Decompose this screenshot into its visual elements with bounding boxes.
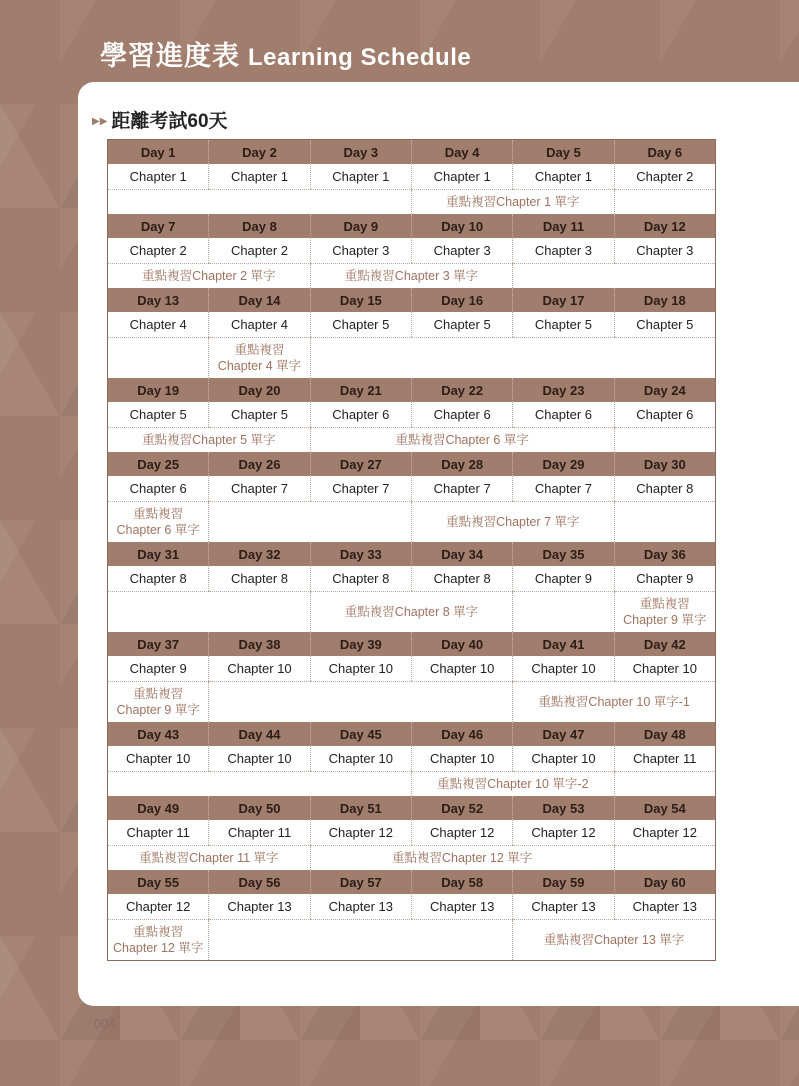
review-cell (108, 502, 209, 543)
day-label: Day 44 (209, 722, 310, 746)
chapter-cell: Chapter 11 (209, 820, 310, 846)
day-label: Day 36 (614, 542, 715, 566)
chapter-cell: Chapter 9 (614, 566, 715, 592)
chapter-cell: Chapter 13 (209, 894, 310, 920)
day-label: Day 53 (513, 796, 614, 820)
day-label: Day 2 (209, 140, 310, 165)
day-label: Day 29 (513, 452, 614, 476)
day-label: Day 4 (411, 140, 512, 165)
review-cell (108, 772, 412, 797)
review-cell: 重點複習Chapter 11 單字 (139, 851, 279, 865)
chapter-cell: Chapter 5 (513, 312, 614, 338)
day-label: Day 52 (411, 796, 512, 820)
day-label: Day 16 (411, 288, 512, 312)
chapter-cell: Chapter 9 (108, 656, 209, 682)
chapter-cell: Chapter 8 (614, 476, 715, 502)
day-header-row (108, 796, 716, 820)
day-label: Day 35 (513, 542, 614, 566)
day-label: Day 10 (411, 214, 512, 238)
chapter-row (108, 656, 716, 682)
review-line: 重點複習 (234, 343, 285, 357)
day-label: Day 32 (209, 542, 310, 566)
chapter-cell: Chapter 6 (108, 476, 209, 502)
chapter-row (108, 312, 716, 338)
review-row (108, 502, 716, 543)
day-label: Day 51 (310, 796, 411, 820)
review-cell (614, 502, 715, 543)
chapter-row (108, 402, 716, 428)
chapter-row (108, 238, 716, 264)
review-cell (310, 338, 715, 379)
review-cell: 重點複習Chapter 3 單字 (310, 264, 513, 289)
chapter-cell: Chapter 8 (108, 566, 209, 592)
chapter-cell: Chapter 13 (411, 894, 512, 920)
review-cell: 重點複習Chapter 6 單字 (310, 428, 614, 453)
chapter-cell: Chapter 1 (209, 164, 310, 190)
chapter-cell: Chapter 10 (310, 656, 411, 682)
day-label: Day 41 (513, 632, 614, 656)
day-label: Day 30 (614, 452, 715, 476)
chapter-row (108, 476, 716, 502)
review-row (108, 190, 716, 215)
day-label: Day 39 (310, 632, 411, 656)
chapter-cell: Chapter 7 (310, 476, 411, 502)
chapter-row (108, 164, 716, 190)
chapter-cell: Chapter 10 (411, 656, 512, 682)
chapter-cell: Chapter 8 (411, 566, 512, 592)
day-label: Day 12 (614, 214, 715, 238)
day-label: Day 31 (108, 542, 209, 566)
day-header-row (108, 632, 716, 656)
day-label: Day 58 (411, 870, 512, 894)
day-label: Day 25 (108, 452, 209, 476)
review-cell: 重點複習Chapter 10 單字-1 (513, 682, 716, 723)
chapter-cell: Chapter 6 (310, 402, 411, 428)
day-label: Day 23 (513, 378, 614, 402)
chapter-cell: Chapter 7 (209, 476, 310, 502)
review-line: Chapter 4 單字 (217, 359, 302, 373)
chapter-cell: Chapter 4 (108, 312, 209, 338)
section-title-text: 距離考試60天 (111, 111, 228, 132)
review-line: 重點複習 (133, 925, 184, 939)
chapter-cell: Chapter 3 (310, 238, 411, 264)
review-line: Chapter 9 單字 (623, 613, 707, 627)
day-label: Day 26 (209, 452, 310, 476)
review-cell: 重點複習Chapter 12 單字 (310, 846, 614, 871)
day-label: Day 57 (310, 870, 411, 894)
chapter-cell: Chapter 12 (513, 820, 614, 846)
review-cell (209, 502, 412, 543)
day-header-row (108, 722, 716, 746)
review-cell (209, 920, 513, 961)
review-row (108, 772, 716, 797)
chapter-cell: Chapter 10 (310, 746, 411, 772)
page-number: 004 (94, 1016, 116, 1031)
day-label: Day 9 (310, 214, 411, 238)
review-row (108, 682, 716, 723)
review-cell: 重點複習Chapter 10 單字-2 (411, 772, 614, 797)
review-cell (614, 846, 715, 871)
chapter-cell: Chapter 3 (411, 238, 512, 264)
day-label: Day 46 (411, 722, 512, 746)
chapter-cell: Chapter 8 (310, 566, 411, 592)
chapter-cell: Chapter 13 (614, 894, 715, 920)
chapter-cell: Chapter 6 (411, 402, 512, 428)
chapter-row (108, 820, 716, 846)
chapter-cell: Chapter 2 (614, 164, 715, 190)
chapter-row (108, 746, 716, 772)
day-header-row (108, 870, 716, 894)
page-title-en: Learning Schedule (248, 44, 472, 71)
day-label: Day 22 (411, 378, 512, 402)
review-cell (513, 592, 614, 633)
day-label: Day 17 (513, 288, 614, 312)
day-label: Day 33 (310, 542, 411, 566)
day-label: Day 13 (108, 288, 209, 312)
day-header-row (108, 214, 716, 238)
day-label: Day 18 (614, 288, 715, 312)
day-header-row (108, 542, 716, 566)
review-line: 重點複習 (133, 687, 184, 701)
day-label: Day 1 (108, 140, 209, 165)
review-cell (108, 338, 209, 379)
day-label: Day 8 (209, 214, 310, 238)
day-label: Day 43 (108, 722, 209, 746)
chapter-cell: Chapter 5 (411, 312, 512, 338)
chapter-cell: Chapter 10 (411, 746, 512, 772)
day-label: Day 40 (411, 632, 512, 656)
day-label: Day 5 (513, 140, 614, 165)
day-label: Day 3 (310, 140, 411, 165)
review-cell (209, 682, 513, 723)
review-row (108, 264, 716, 289)
chapter-cell: Chapter 1 (411, 164, 512, 190)
review-row (108, 338, 716, 379)
day-header-row (108, 140, 716, 165)
review-line: Chapter 12 單字 (113, 941, 204, 955)
day-header-row (108, 378, 716, 402)
chapter-cell: Chapter 10 (108, 746, 209, 772)
chapter-cell: Chapter 10 (209, 746, 310, 772)
day-label: Day 50 (209, 796, 310, 820)
day-label: Day 28 (411, 452, 512, 476)
day-label: Day 24 (614, 378, 715, 402)
day-label: Day 14 (209, 288, 310, 312)
chapter-cell: Chapter 7 (513, 476, 614, 502)
review-cell (108, 920, 209, 961)
review-cell (513, 264, 716, 289)
day-label: Day 47 (513, 722, 614, 746)
chapter-row (108, 566, 716, 592)
review-cell (108, 682, 209, 723)
review-row (108, 592, 716, 633)
day-label: Day 56 (209, 870, 310, 894)
chapter-cell: Chapter 10 (209, 656, 310, 682)
day-label: Day 19 (108, 378, 209, 402)
chapter-cell: Chapter 10 (614, 656, 715, 682)
chapter-cell: Chapter 5 (209, 402, 310, 428)
chapter-cell: Chapter 4 (209, 312, 310, 338)
chapter-cell: Chapter 1 (513, 164, 614, 190)
day-label: Day 20 (209, 378, 310, 402)
day-label: Day 42 (614, 632, 715, 656)
day-header-row (108, 452, 716, 476)
day-label: Day 27 (310, 452, 411, 476)
chapter-cell: Chapter 11 (108, 820, 209, 846)
chapter-cell: Chapter 6 (614, 402, 715, 428)
review-cell (614, 428, 715, 453)
day-label: Day 55 (108, 870, 209, 894)
chapter-cell: Chapter 13 (513, 894, 614, 920)
chapter-cell: Chapter 8 (209, 566, 310, 592)
review-cell (108, 190, 412, 215)
chapter-row (108, 894, 716, 920)
review-row (108, 428, 716, 453)
review-cell: 重點複習Chapter 7 單字 (411, 502, 614, 543)
chapter-cell: Chapter 12 (411, 820, 512, 846)
chapter-cell: Chapter 5 (614, 312, 715, 338)
day-label: Day 48 (614, 722, 715, 746)
chapter-cell: Chapter 1 (108, 164, 209, 190)
chapter-cell: Chapter 12 (310, 820, 411, 846)
chapter-cell: Chapter 6 (513, 402, 614, 428)
day-label: Day 45 (310, 722, 411, 746)
chapter-cell: Chapter 9 (513, 566, 614, 592)
day-label: Day 38 (209, 632, 310, 656)
chapter-cell: Chapter 11 (614, 746, 715, 772)
page-title (100, 34, 471, 73)
review-line: 重點複習 (133, 507, 184, 521)
day-label: Day 49 (108, 796, 209, 820)
chapter-cell: Chapter 2 (108, 238, 209, 264)
day-label: Day 11 (513, 214, 614, 238)
review-cell: 重點複習Chapter 5 單字 (142, 433, 276, 447)
chapter-cell: Chapter 2 (209, 238, 310, 264)
review-line: Chapter 9 單字 (116, 703, 200, 717)
chapter-cell: Chapter 1 (310, 164, 411, 190)
review-cell: 重點複習Chapter 13 單字 (513, 920, 716, 961)
review-line: 重點複習 (639, 597, 690, 611)
chapter-cell: Chapter 10 (513, 656, 614, 682)
chapter-cell: Chapter 12 (614, 820, 715, 846)
day-label: Day 59 (513, 870, 614, 894)
page-title-zh: 學習進度表 (100, 41, 240, 71)
review-line: Chapter 6 單字 (116, 523, 200, 537)
review-cell: 重點複習Chapter 8 單字 (310, 592, 513, 633)
review-row (108, 846, 716, 871)
day-label: Day 60 (614, 870, 715, 894)
chapter-cell: Chapter 3 (614, 238, 715, 264)
chapter-cell: Chapter 5 (310, 312, 411, 338)
review-cell (108, 592, 311, 633)
review-cell: 重點複習Chapter 1 單字 (411, 190, 614, 215)
day-label: Day 6 (614, 140, 715, 165)
chapter-cell: Chapter 3 (513, 238, 614, 264)
day-label: Day 15 (310, 288, 411, 312)
chapter-cell: Chapter 12 (108, 894, 209, 920)
chapter-cell: Chapter 7 (411, 476, 512, 502)
review-cell (614, 190, 715, 215)
day-label: Day 34 (411, 542, 512, 566)
double-arrow-icon: ▶▶ (92, 116, 108, 128)
day-label: Day 7 (108, 214, 209, 238)
schedule-table (107, 139, 716, 961)
day-label: Day 21 (310, 378, 411, 402)
review-cell: 重點複習Chapter 2 單字 (142, 269, 276, 283)
review-row (108, 920, 716, 961)
day-label: Day 37 (108, 632, 209, 656)
chapter-cell: Chapter 5 (108, 402, 209, 428)
review-cell (209, 338, 310, 379)
review-cell (614, 772, 715, 797)
chapter-cell: Chapter 13 (310, 894, 411, 920)
review-cell (614, 592, 715, 633)
day-header-row (108, 288, 716, 312)
chapter-cell: Chapter 10 (513, 746, 614, 772)
day-label: Day 54 (614, 796, 715, 820)
section-title (92, 106, 228, 133)
